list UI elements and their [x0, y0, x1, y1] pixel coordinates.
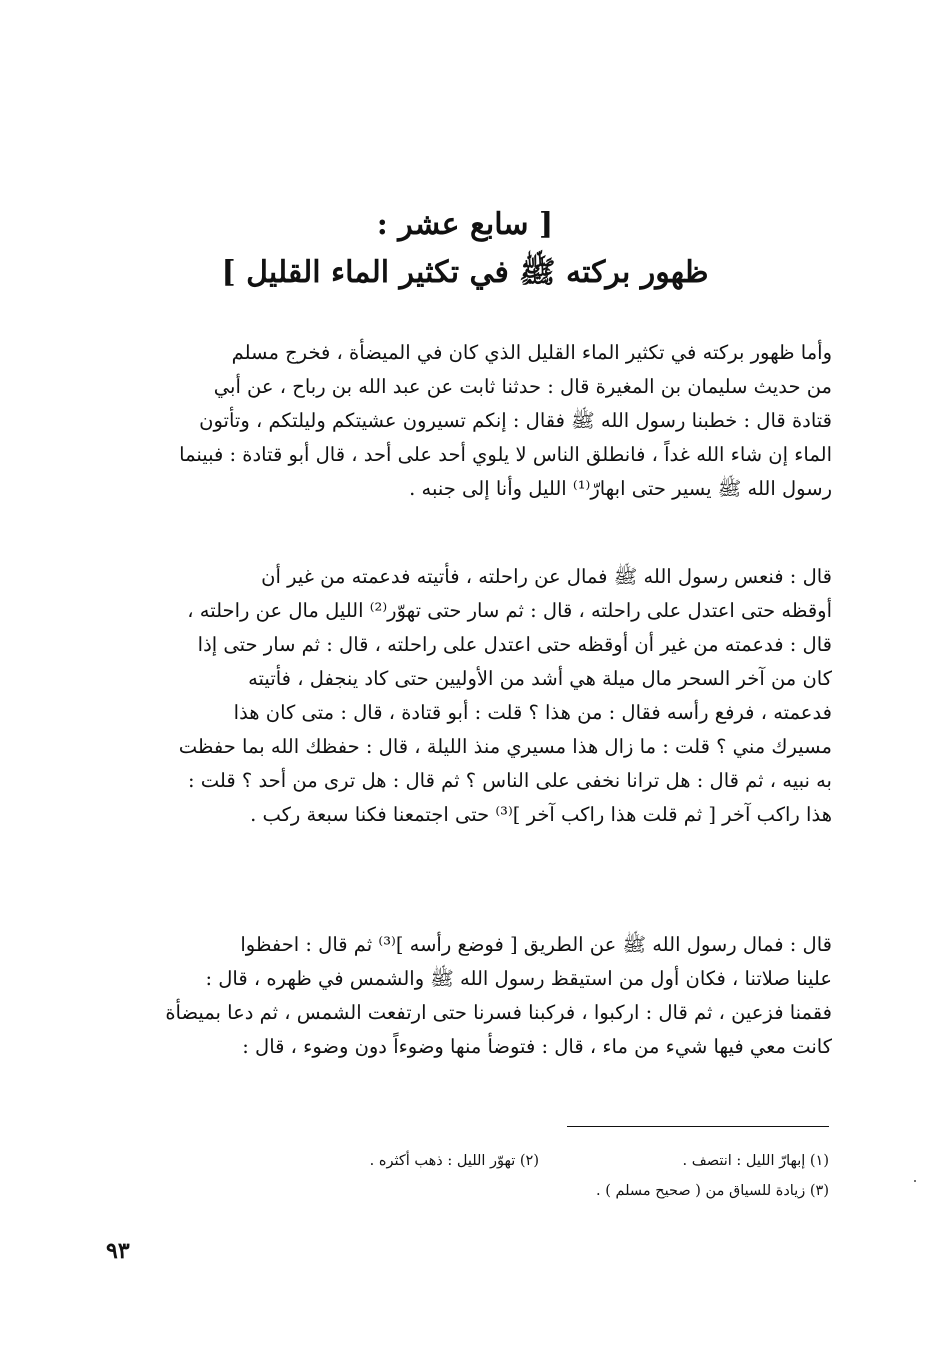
text-line: فدعمته ، فرفع رأسه فقال : من هذا ؟ قلت : أبو قتادة ، قال : متى كان هذا	[233, 701, 832, 724]
text-line: أوقظه حتى اعتدل على راحلته ، قال : ثم سار حتى تهوّر⁽²⁾ الليل مال عن راحلته ،	[187, 599, 832, 622]
text-line: به نبيه ، ثم قال : هل ترانا نخفى على الناس ؟ ثم قال : هل ترى من أحد ؟ قلت :	[188, 769, 832, 792]
footnote-2: (٢) تهوّر الليل : ذهب أكثره .	[369, 1153, 539, 1169]
footnote-3: (٣) زيادة للسياق من ( صحيح مسلم ) .	[596, 1183, 829, 1199]
paragraph-3	[117, 928, 832, 1064]
scan-speck	[914, 1180, 916, 1182]
text-line: قال : فمال رسول الله ﷺ عن الطريق [ فوضع رأسه ]⁽³⁾ ثم قال : احفظوا	[240, 933, 832, 956]
text-line: علينا صلاتنا ، فكان أول من استيقظ رسول الله ﷺ والشمس في ظهره ، قال :	[205, 967, 832, 990]
text-line: قال : فنعس رسول الله ﷺ فمال عن راحلته ، فأتيته فدعمته من غير أن	[261, 565, 832, 588]
page-number: ٩٣	[106, 1238, 130, 1264]
text-line: هذا راكب آخر [ ثم قلت هذا راكب آخر ]⁽³⁾ حتى اجتمعنا فكنا سبعة ركب .	[250, 803, 832, 826]
text-line: قتادة قال : خطبنا رسول الله ﷺ فقال : إنكم تسيرون عشيتكم وليلتكم ، وتأتون	[199, 409, 832, 432]
paragraph-1	[117, 336, 832, 506]
text-line: مسيرك مني ؟ قلت : ما زال هذا مسيري منذ الليلة ، قال : حفظك الله بما حفظت	[178, 735, 832, 758]
text-line: كان من آخر السحر مال ميلة هي أشد من الأوليين حتى كاد ينجفل ، فأتيته	[248, 667, 832, 690]
text-line: رسول الله ﷺ يسير حتى ابهارّ⁽¹⁾ الليل وأنا إلى جنبه .	[409, 477, 832, 500]
footnote-separator	[567, 1126, 829, 1127]
text-line: وأما ظهور بركته في تكثير الماء القليل الذي كان في الميضأة ، فخرج مسلم	[231, 341, 832, 364]
section-heading-title: ظهور بركته ﷺ في تكثير الماء القليل ]	[221, 255, 709, 290]
text-line: من حديث سليمان بن المغيرة قال : حدثنا ثابت عن عبد الله بن رباح ، عن أبي	[213, 375, 832, 398]
section-heading-number: [ سابع عشر :	[376, 207, 554, 242]
text-line: فقمنا فزعين ، ثم قال : اركبوا ، فركبنا فسرنا حتى ارتفعت الشمس ، ثم دعا بميضأة	[165, 1001, 832, 1024]
footnote-1: (١) إبهارّ الليل : انتصف .	[682, 1153, 829, 1169]
text-line: الماء إن شاء الله غداً ، فانطلق الناس لا يلوي أحد على أحد ، قال أبو قتادة : فبينما	[179, 443, 832, 466]
paragraph-2	[117, 560, 832, 832]
text-line: قال : فدعمته من غير أن أوقظه حتى اعتدل على راحلته ، قال : ثم سار حتى إذا	[197, 633, 832, 656]
text-line: كانت معي فيها شيء من ماء ، قال : فتوضأ منها وضوءاً دون وضوء ، قال :	[242, 1035, 832, 1058]
